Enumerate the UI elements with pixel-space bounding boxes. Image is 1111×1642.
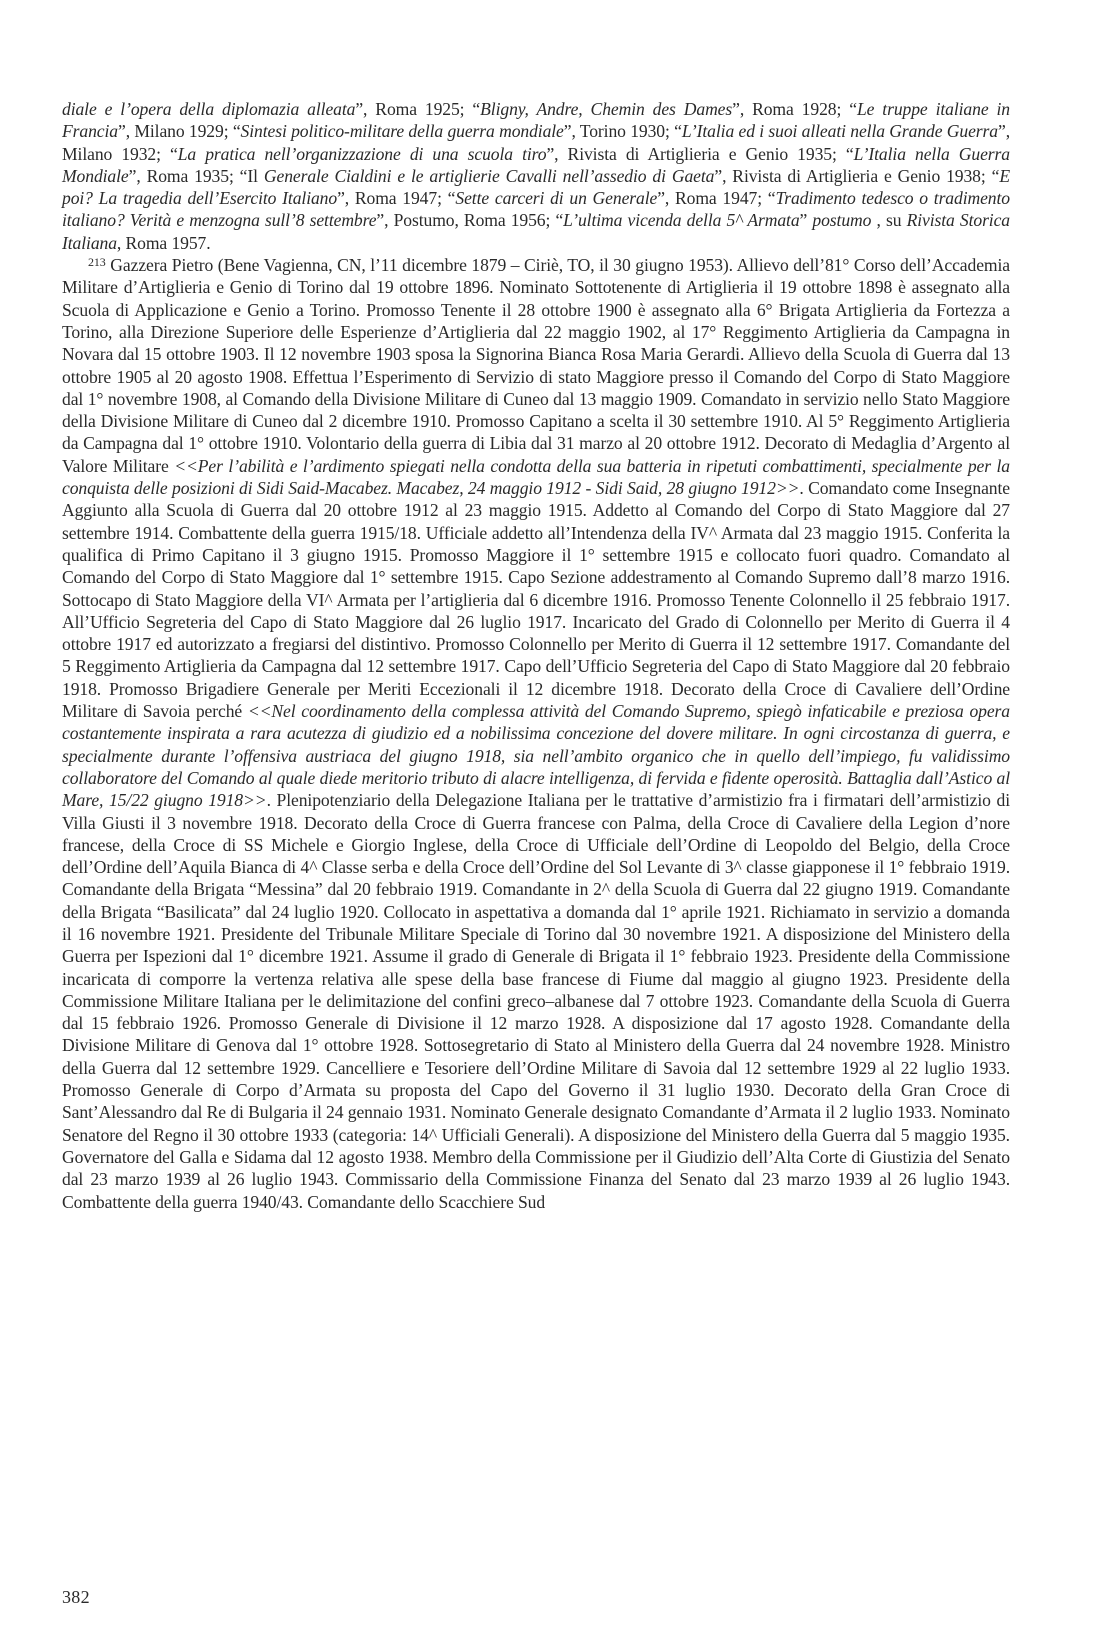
segment: postumo xyxy=(812,210,872,231)
segment: Rivista Storica Italiana xyxy=(62,210,1011,253)
segment: L’Italia ed i suoi alleati nella Grande Guerra xyxy=(681,121,998,142)
segment: Generale Cialdini e le artiglierie Cavalli nell’assedio di Gaeta xyxy=(263,165,715,186)
bibliography-continuation xyxy=(62,98,1010,254)
footnote-213 xyxy=(62,254,1010,1213)
segment: ”, Rivista di Artiglieria e Genio 1935; “ xyxy=(546,143,854,164)
segment: Bligny, Andre, Chemin des Dames xyxy=(480,99,733,119)
segment: ”, Postumo, Roma 1956; “ xyxy=(376,210,564,231)
segment: diale e l’opera della diplomazia alleata xyxy=(62,99,356,119)
segment: ”, Roma 1935; “Il xyxy=(128,165,264,186)
segment: ” xyxy=(799,210,813,231)
segment: Sintesi politico-militare della guerra mondiale xyxy=(240,121,564,142)
segment: La pratica nell’organizzazione di una scuola tiro xyxy=(177,143,547,164)
segment: Gazzera Pietro (Bene Vagienna, CN, l’11 dicembre 1879 – Ciriè, TO, il 30 giugno 1953). Allievo dell’81° Corso dell’Accademia Militare d’Artiglieria e Genio di Torino dal 19 ottobre 1896. Nominato Sottotenente di Artiglieria il 19 ottobre 1898 è assegnato alla Scuola di Applicazione e Genio a Torino. Promosso Tenente il 28 ottobre 1900 è assegnato alla 6° Brigata Artiglieria da Fortezza a Torino, alla Direzione Superiore delle Esperienze d’Artiglieria dal 22 maggio 1902, al 17° Reggimento Artiglieria da Campagna in Novara dal 15 ottobre 1903. Il 12 novembre 1903 sposa la Signorina Bianca Rosa Maria Gerardi. Allievo della Scuola di Guerra dal 13 ottobre 1905 al 20 agosto 1908. Effettua l’Esperimento di Servizio di stato Maggiore presso il Comando del Corpo di Stato Maggiore dal 1° novembre 1908, al Comando della Divisione Militare di Cuneo dal 13 maggio 1909. Comandato in servizio nello Stato Maggiore della Divisione Militare di Cuneo dal 2 dicembre 1910. Promosso Capitano a scelta il 30 settembre 1910. Al 5° Reggimento Artiglieria da Campagna dal 1° ottobre 1910. Volontario della guerra di Libia dal 31 marzo al 20 ottobre 1912. Decorato di Medaglia d’Argento al Valore Militare xyxy=(62,255,1010,476)
segment: ”, Roma 1925; “ xyxy=(355,99,481,119)
footnote-number: 213 xyxy=(88,255,106,270)
segment: ”, Roma 1947; “ xyxy=(337,188,456,209)
segment: ”, Torino 1930; “ xyxy=(563,121,682,142)
segment: , Roma 1957. xyxy=(116,232,211,253)
segment: Tradimento tedesco o tradimento italiano? Verità e menzogna sull’8 settembre xyxy=(62,188,1010,231)
segment: ”, Roma 1928; “ xyxy=(732,99,857,119)
segment: ”, Rivista di Artiglieria e Genio 1938; “ xyxy=(714,165,1000,186)
segment: ”, Milano 1932; “ xyxy=(62,121,1010,164)
segment: <<Per l’abilità e l’ardimento spiegati nella condotta della sua batteria in ripetuti combattimenti, specialmente per la conquista delle posizioni di Sidi Said-Macabez. Macabez, 24 maggio 1912 - Sidi Said, 28 giugno 1912>> xyxy=(62,455,1010,499)
segment: . Comandato come Insegnante Aggiunto alla Scuola di Guerra dal 20 ottobre 1912 al 23 maggio 1915. Addetto al Comando del Corpo di Stato Maggiore dal 27 settembre 1914. Combattente della guerra 1915/18. Ufficiale addetto all’Intendenza della IV^ Armata dal 23 maggio 1915. Conferita la qualifica di Primo Capitano il 3 giugno 1915. Promosso Maggiore il 1° settembre 1915 e collocato fuori quadro. Comandato al Comando del Corpo di Stato Maggiore dal 1° settembre 1915. Capo Sezione addestramento al Comando Supremo dall’8 marzo 1916. Sottocapo di Stato Maggiore della VI^ Armata per l’artiglieria dal 6 dicembre 1916. Promosso Tenente Colonnello il 25 febbraio 1917. All’Ufficio Segreteria del Capo di Stato Maggiore dal 26 luglio 1917. Incaricato del Grado di Colonnello per Merito di Guerra il 4 ottobre 1917 ed autorizzato a fregiarsi del distintivo. Promosso Colonnello per Merito di Guerra il 12 settembre 1917. Comandante del 5 Reggimento Artiglieria da Campagna dal 12 settembre 1917. Capo dell’Ufficio Segreteria del Capo di Stato Maggiore dal 20 febbraio 1918. Promosso Brigadiere Generale per Meriti Eccezionali il 12 dicembre 1918. Decorato della Croce di Cavaliere dell’Ordine Militare di Savoia perché xyxy=(62,478,1010,722)
segment: , su xyxy=(871,210,907,231)
segment: ”, Milano 1929; “ xyxy=(117,121,241,142)
segment: Sette carceri di un Generale xyxy=(455,188,658,209)
page-body xyxy=(62,98,1010,1213)
segment: Le truppe italiane in Francia xyxy=(62,99,1010,142)
segment: . Plenipotenziario della Delegazione Italiana per le trattative d’armistizio fra i firmatari dell’armistizio di Villa Giusti il 3 novembre 1918. Decorato della Croce di Guerra francese con Palma, della Croce di Cavaliere della Legion d’nore francese, della Croce di SS Michele e Giorgio Inglese, della Croce di Ufficiale dell’Ordine di Leopoldo del Belgio, della Croce dell’Ordine dell’Aquila Bianca di 4^ Classe serba e della Croce dell’Ordine del Sol Levante di 3^ classe giapponese il 1° febbraio 1919. Comandante della Brigata “Messina” dal 20 febbraio 1919. Comandante in 2^ della Scuola di Guerra dal 22 giugno 1919. Comandante della Brigata “Basilicata” dal 24 luglio 1920. Collocato in aspettativa a domanda dal 1° aprile 1921. Richiamato in servizio a domanda il 16 novembre 1921. Presidente del Tribunale Militare Speciale di Torino dal 30 novembre 1921. A disposizione del Ministero della Guerra per Ispezioni dal 1° dicembre 1921. Assume il grado di Generale di Brigata il 1° febbraio 1923. Presidente della Commissione incaricata di comporre la vertenza relativa alle spese della base francese di Fiume dal maggio al giugno 1923. Presidente della Commissione Militare Italiana per le delimitazione del confini greco–albanese dal 7 ottobre 1923. Comandante della Scuola di Guerra dal 15 febbraio 1926. Promosso Generale di Divisione il 12 marzo 1928. A disposizione dal 17 agosto 1928. Comandante della Divisione Militare di Genova dal 1° ottobre 1928. Sottosegretario di Stato al Ministero della Guerra dal 24 novembre 1928. Ministro della Guerra dal 12 settembre 1929. Cancelliere e Tesoriere dell’Ordine Militare di Savoia dal 12 settembre 1929 al 22 luglio 1933. Promosso Generale di Corpo d’Armata su proposta del Capo del Governo il 31 luglio 1930. Decorato della Gran Croce di Sant’Alessandro dal Re di Bulgaria il 24 gennaio 1931. Nominato Generale designato Comandante d’Armata il 2 luglio 1933. Nominato Senatore del Regno il 30 ottobre 1933 (categoria: 14^ Ufficiali Generali). A disposizione del Ministero della Guerra dal 5 maggio 1935. Governatore del Galla e Sidama dal 12 agosto 1938. Membro della Commissione per il Giudizio dell’Alta Corte di Giustizia del Senato dal 23 marzo 1939 al 26 luglio 1943. Commissario della Commissione Finanza del Senato dal 23 marzo 1939 al 26 luglio 1943. Combattente della guerra 1940/43. Comandante dello Scacchiere Sud xyxy=(62,790,1010,1212)
segment: <<Nel coordinamento della complessa attività del Comando Supremo, spiegò infaticabile e preziosa opera costantemente inspirata a rara acutezza di giudizio ed a nobilissima concezione del dovere militare. In ogni circostanza di guerra, e specialmente durante l’offensiva austriaca del giugno 1918, sia nell’ambito organico che in quello dell’impiego, fu validissimo collaboratore del Comando al quale diede meritorio tributo di alacre intelligenza, di fervida e fidente operosità. Battaglia dall’Astico al Mare, 15/22 giugno 1918>> xyxy=(62,701,1010,811)
segment: E poi? La tragedia dell’Esercito Italiano xyxy=(62,165,1010,209)
page-number: 382 xyxy=(62,1587,90,1607)
segment: ”, Roma 1947; “ xyxy=(657,188,776,209)
segment: L’Italia nella Guerra Mondiale xyxy=(62,143,1010,186)
segment: L’ultima vicenda della 5^ Armata xyxy=(563,210,800,231)
